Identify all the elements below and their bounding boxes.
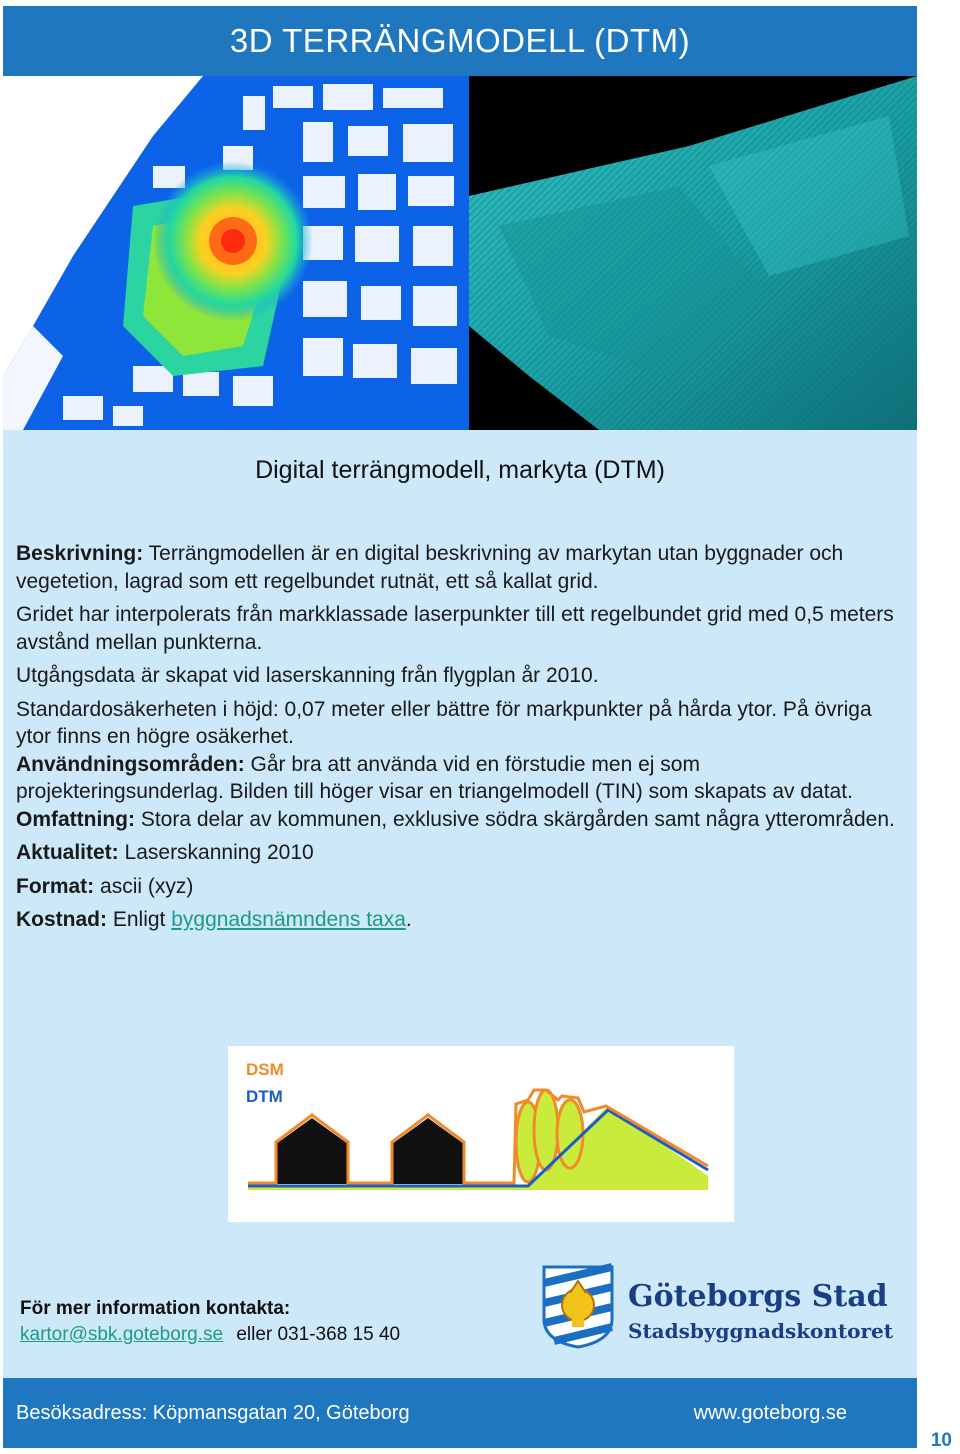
contact-label: För mer information kontakta:: [20, 1298, 291, 1319]
accuracy-paragraph: Standardosäkerheten i höjd: 0,07 meter eller bättre för markpunkter på hårda ytor. På övriga ytor finns en högre osäkerhet.: [16, 697, 872, 748]
page-header: [3, 6, 917, 76]
description-section: [16, 540, 908, 934]
cost-suffix: .: [405, 908, 412, 931]
page-number: 10: [930, 1430, 952, 1451]
tin-terrain-graphic: [469, 76, 917, 430]
usage-paragraph: [16, 751, 908, 806]
legend-dtm: DTM: [246, 1087, 283, 1106]
building-2: [392, 1118, 464, 1184]
usage-text: Går bra att använda vid en förstudie men ej som projekteringsunderlag. Bilden till höger visar en triangelmodell (TIN) som skapats av datat.: [16, 752, 853, 803]
page-title: 3D TERRÄNGMODELL (DTM): [229, 22, 691, 59]
grid-paragraph: Gridet har interpolerats från markklassade laserpunkter till ett regelbundet grid med 0,5 meters avstånd mellan punkterna.: [16, 603, 894, 654]
diagram-graphic: [228, 1046, 734, 1222]
phone-text: eller 031-368 15 40: [236, 1324, 401, 1345]
tree-2: [534, 1090, 558, 1170]
page-footer: [3, 1378, 917, 1448]
section-subtitle: Digital terrängmodell, markyta (DTM): [255, 456, 665, 484]
currency-text: Laserskanning 2010: [124, 841, 314, 864]
dsm-dtm-diagram: [228, 1046, 734, 1222]
currency-paragraph: [16, 839, 908, 867]
cost-label: Kostnad:: [16, 908, 107, 931]
cost-paragraph: [16, 906, 908, 934]
visiting-address: Besöksadress: Köpmansgatan 20, Göteborg: [16, 1402, 410, 1424]
height-map-graphic: [3, 76, 469, 430]
building-1: [276, 1118, 348, 1184]
logo-department: Stadsbyggnadskontoret: [628, 1319, 894, 1343]
logo-name: Göteborgs Stad: [628, 1279, 888, 1314]
format-paragraph: [16, 873, 908, 901]
description-paragraph: [16, 540, 908, 595]
source-paragraph: Utgångsdata är skapat vid laserskanning från flygplan år 2010.: [16, 664, 599, 687]
contact-line: [20, 1324, 400, 1346]
email-link[interactable]: kartor@sbk.goteborg.se: [20, 1324, 224, 1345]
legend-dsm: DSM: [246, 1060, 284, 1079]
coverage-text: Stora delar av kommunen, exklusive södra skärgården samt några ytterområden.: [140, 807, 895, 831]
coverage-paragraph: [16, 806, 908, 834]
description-label: Beskrivning:: [16, 542, 144, 565]
cost-prefix: Enligt: [112, 908, 166, 931]
currency-label: Aktualitet:: [16, 841, 119, 864]
tree-3: [557, 1100, 583, 1168]
website-link[interactable]: www.goteborg.se: [693, 1402, 847, 1424]
format-text: ascii (xyz): [100, 874, 194, 898]
format-label: Format:: [16, 874, 95, 898]
coat-of-arms-icon: [540, 1263, 616, 1349]
fee-schedule-link[interactable]: byggnadsnämndens taxa: [171, 908, 406, 931]
tin-terrain-image: [469, 76, 917, 430]
height-map-image: [3, 76, 469, 430]
usage-label: Användningsområden:: [16, 752, 245, 776]
coverage-label: Omfattning:: [16, 807, 135, 831]
description-text: Terrängmodellen är en digital beskrivning av markytan utan byggnader och vegetetion, lagrad som ett regelbundet rutnät, ett så kallat grid.: [16, 542, 844, 593]
goteborgs-stad-logo: [540, 1263, 910, 1353]
